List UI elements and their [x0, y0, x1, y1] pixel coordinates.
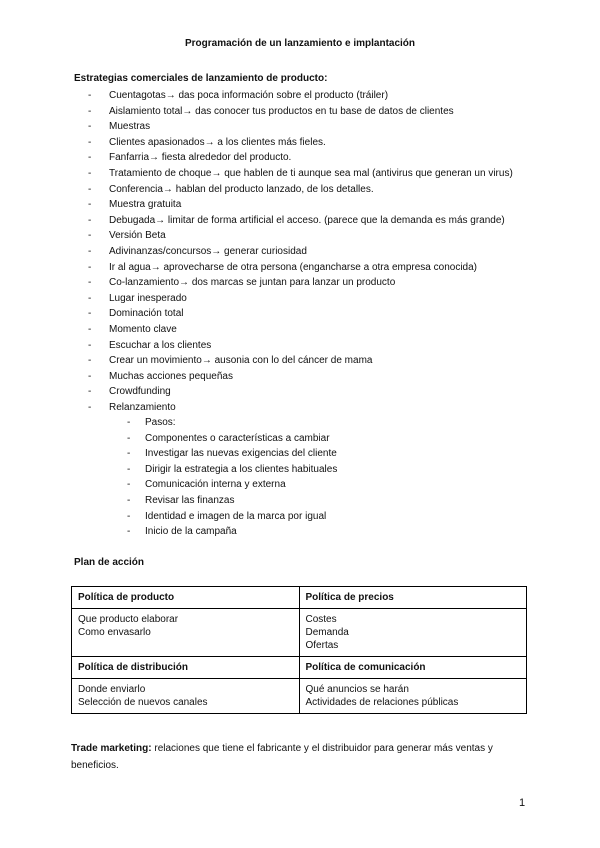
- communication-policy-header: Política de comunicación: [299, 657, 527, 679]
- distribution-policy-cell: [72, 679, 300, 714]
- table-cell-line: Como envasarlo: [78, 627, 151, 638]
- table-cell-line: Que producto elaborar: [78, 614, 179, 625]
- price-policy-cell: [299, 609, 527, 657]
- strategies-heading: Estrategias comerciales de lanzamiento de producto:: [74, 73, 328, 84]
- action-plan-heading: Plan de acción: [74, 557, 145, 568]
- distribution-policy-header: Política de distribución: [72, 657, 300, 679]
- trade-marketing-paragraph: [71, 740, 531, 774]
- action-plan-table: [71, 586, 527, 714]
- trade-marketing-definition: relaciones que tiene el fabricante y el distribuidor para generar más ventas y beneficios.: [71, 743, 493, 771]
- table-cell-line: Demanda: [305, 627, 349, 638]
- price-policy-header: Política de precios: [299, 587, 527, 609]
- communication-policy-cell: [299, 679, 527, 714]
- trade-marketing-term: Trade marketing:: [71, 743, 152, 754]
- table-cell-line: Donde enviarlo: [78, 684, 146, 695]
- table-cell-line: Qué anuncios se harán: [305, 684, 409, 695]
- table-cell-line: Costes: [305, 614, 337, 625]
- page-number: 1: [519, 797, 526, 809]
- product-policy-header: Política de producto: [72, 587, 300, 609]
- table-cell-line: Actividades de relaciones públicas: [305, 697, 459, 708]
- table-cell-line: Selección de nuevos canales: [78, 697, 208, 708]
- table-cell-line: Ofertas: [305, 640, 339, 651]
- document-title: Programación de un lanzamiento e implantación: [184, 38, 416, 49]
- product-policy-cell: [72, 609, 300, 657]
